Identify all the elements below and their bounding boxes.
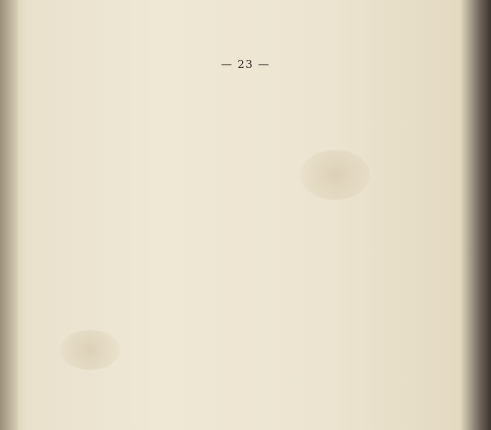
- catalogue-entry: [40, 217, 243, 226]
- catalogue-entry: [40, 105, 243, 114]
- catalogue-entry: [249, 272, 459, 281]
- catalogue-entry: [40, 114, 243, 123]
- catalogue-entry: [40, 191, 243, 200]
- catalogue-entry: [249, 352, 459, 361]
- catalogue-entry: [249, 114, 459, 123]
- catalogue-entry: [249, 211, 459, 220]
- catalogue-entry: [249, 316, 459, 325]
- catalogue-entry: [40, 355, 243, 364]
- catalogue-entry: [40, 88, 243, 97]
- catalogue-entry: [40, 96, 243, 105]
- catalogue-entry: [40, 364, 243, 373]
- right-column: [249, 70, 459, 404]
- section-heading: [40, 244, 243, 257]
- catalogue-entry: [249, 378, 459, 387]
- catalogue-entry: [249, 132, 459, 141]
- catalogue-entry: [40, 155, 243, 164]
- section-heading: [40, 133, 243, 146]
- catalogue-entry: [249, 264, 459, 273]
- catalogue-entry: [249, 395, 459, 404]
- catalogue-entry: [249, 334, 459, 343]
- catalogue-entry: [40, 258, 243, 267]
- page-number: — 23 —: [221, 58, 270, 71]
- catalogue-entry: [249, 228, 459, 237]
- catalogue-entry: [40, 346, 243, 355]
- catalogue-entry: [40, 320, 243, 329]
- catalogue-entry: [40, 123, 243, 132]
- catalogue-entry: [249, 158, 459, 167]
- catalogue-entry: [249, 140, 459, 149]
- catalogue-entry: [249, 387, 459, 396]
- catalogue-entry: [249, 308, 459, 317]
- catalogue-entry: [249, 325, 459, 334]
- catalogue-entry: [249, 281, 459, 290]
- catalogue-entry: [249, 167, 459, 176]
- catalogue-entry: [40, 79, 243, 88]
- catalogue-entry: [249, 70, 459, 79]
- catalogue-entry: [249, 184, 459, 193]
- catalogue-entry: [40, 276, 243, 285]
- catalogue-entry: [40, 311, 243, 320]
- catalogue-entry: [40, 147, 243, 156]
- catalogue-entry: [40, 164, 243, 173]
- catalogue-entry: [249, 149, 459, 158]
- section-heading: [40, 374, 243, 387]
- catalogue-entry: [40, 397, 243, 406]
- catalogue-entry: [40, 226, 243, 235]
- catalogue-entry: [249, 369, 459, 378]
- catalogue-entry: [40, 302, 243, 311]
- left-column: [40, 70, 243, 405]
- catalogue-entry: [249, 299, 459, 308]
- catalogue-entry: [249, 96, 459, 105]
- catalogue-entry: [40, 329, 243, 338]
- catalogue-entry: [249, 88, 459, 97]
- catalogue-entry: [40, 70, 243, 79]
- catalogue-entry: [249, 176, 459, 185]
- catalogue-entry: [249, 343, 459, 352]
- catalogue-entry: [249, 220, 459, 229]
- catalogue-entry: [249, 255, 459, 264]
- catalogue-entry: [40, 235, 243, 244]
- catalogue-entry: [249, 237, 459, 246]
- catalogue-entry: [249, 202, 459, 211]
- catalogue-entry: [40, 294, 243, 303]
- catalogue-entry: [249, 105, 459, 114]
- catalogue-entry: [40, 267, 243, 276]
- catalogue-entry: [249, 123, 459, 132]
- catalogue-entry: [40, 285, 243, 294]
- catalogue-entry: [249, 290, 459, 299]
- catalogue-entry: [249, 193, 459, 202]
- catalogue-entry: [40, 199, 243, 208]
- catalogue-entry: [249, 360, 459, 369]
- catalogue-entry: [40, 338, 243, 347]
- catalogue-entry: [40, 388, 243, 397]
- catalogue-entry: [249, 246, 459, 255]
- catalogue-entry: [40, 208, 243, 217]
- catalogue-entry: [40, 173, 243, 182]
- catalogue-entry: [249, 79, 459, 88]
- catalogue-entry: [40, 182, 243, 191]
